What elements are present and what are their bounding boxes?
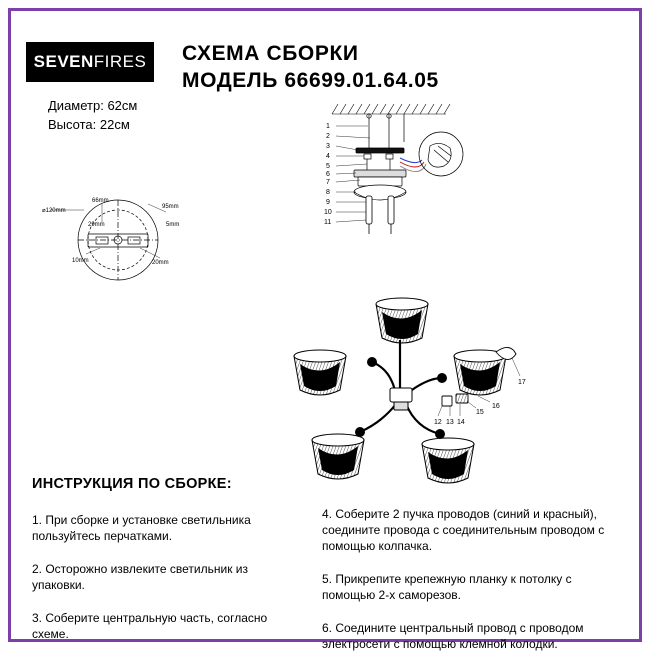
svg-text:7: 7 xyxy=(326,179,330,186)
product-dimensions xyxy=(48,96,137,134)
svg-text:10mm: 10mm xyxy=(72,258,89,264)
svg-text:2: 2 xyxy=(326,133,330,140)
svg-text:12: 12 xyxy=(434,419,442,426)
svg-text:1: 1 xyxy=(326,123,330,130)
lamp-shade-bottom-left xyxy=(312,434,364,479)
svg-text:13: 13 xyxy=(446,419,454,426)
lamp-shade-bottom-right xyxy=(422,438,474,483)
title-line-1: СХЕМА СБОРКИ xyxy=(182,42,359,65)
page-title xyxy=(182,40,622,94)
svg-text:20mm: 20mm xyxy=(152,260,169,266)
svg-text:14: 14 xyxy=(457,419,465,426)
instruction-step-3: 3. Соберите центральную часть, согласно схеме. xyxy=(32,611,268,641)
instruction-step-6: 6. Соедините центральный провод с проводом электросети с помощью клемной колодки. xyxy=(322,621,584,651)
mount-plate-dimension-labels xyxy=(42,198,179,266)
instruction-step-4: 4. Соберите 2 пучка проводов (синий и красный), соедините провода с соединительным проводом с помощью колпачка. xyxy=(322,507,605,553)
assembled-lamp-illustration xyxy=(264,284,544,489)
lamp-shade-top xyxy=(376,298,428,343)
instruction-step-2: 2. Осторожно извлеките светильник из упаковки. xyxy=(32,562,248,592)
svg-text:95mm: 95mm xyxy=(162,204,179,210)
title-line-2: МОДЕЛЬ 66699.01.64.05 xyxy=(182,69,439,92)
dimension-height: Высота: 22см xyxy=(48,117,130,132)
instruction-step-1: 1. При сборке и установке светильника пользуйтесь перчатками. xyxy=(32,513,251,543)
svg-text:5mm: 5mm xyxy=(166,222,180,228)
svg-text:9: 9 xyxy=(326,199,330,206)
lamp-shade-right xyxy=(454,350,506,395)
svg-text:3: 3 xyxy=(326,143,330,150)
brand-logo-light: FIRES xyxy=(93,52,147,71)
brand-logo-bold: SEVEN xyxy=(33,52,94,71)
svg-text:29mm: 29mm xyxy=(88,222,105,228)
lamp-shade-left xyxy=(294,350,346,395)
svg-text:16: 16 xyxy=(492,403,500,410)
svg-text:⌀120mm: ⌀120mm xyxy=(42,208,66,214)
instructions-column-right xyxy=(322,506,622,669)
svg-text:6: 6 xyxy=(326,171,330,178)
svg-text:4: 4 xyxy=(326,153,330,160)
svg-text:10: 10 xyxy=(324,209,332,216)
svg-text:5: 5 xyxy=(326,163,330,170)
svg-text:15: 15 xyxy=(476,409,484,416)
instruction-step-5: 5. Прикрепите крепежную планку к потолку с помощью 2-х саморезов. xyxy=(322,572,572,602)
svg-text:11: 11 xyxy=(324,219,332,226)
brand-logo-text xyxy=(34,52,147,72)
top-callout-numbers xyxy=(324,123,332,226)
central-assembly-diagram xyxy=(314,92,514,277)
svg-text:8: 8 xyxy=(326,189,330,196)
dimension-diameter: Диаметр: 62см xyxy=(48,98,138,113)
instructions-column-left xyxy=(32,512,302,659)
svg-text:17: 17 xyxy=(518,379,526,386)
svg-text:66mm: 66mm xyxy=(92,198,109,204)
mounting-plate-diagram xyxy=(40,182,200,297)
sheet-content xyxy=(14,14,636,651)
brand-logo xyxy=(26,42,154,82)
instructions-heading: ИНСТРУКЦИЯ ПО СБОРКЕ: xyxy=(32,476,232,492)
